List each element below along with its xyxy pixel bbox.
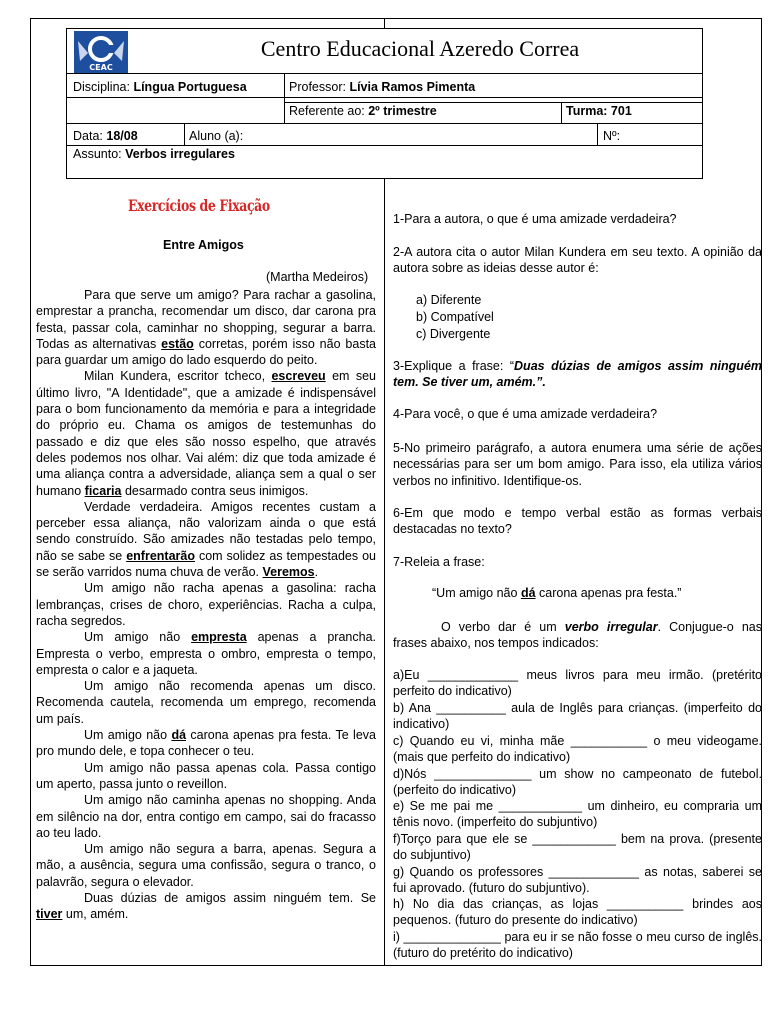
- question-5: 5-No primeiro parágrafo, a autora enumera uma série de ações necessárias para ser um bom amigo. Para isso, ela utiliza vários verbos no infinitivo. Identifique-os.: [393, 441, 762, 488]
- verb-intro: O verbo dar é um verbo irregular. Conjugue-o nas frases abaixo, nos tempos indicados:: [393, 620, 762, 651]
- q2-option-b: b) Compatível: [416, 310, 494, 324]
- item-h: h) No dia das crianças, as lojas ___________ brindes aos pequenos. (futuro do presente do indicativo): [393, 897, 762, 928]
- q2-option-a: a) Diferente: [416, 293, 482, 307]
- question-1: 1-Para a autora, o que é uma amizade verdadeira?: [393, 212, 677, 226]
- referente-cell: Referente ao: 2º trimestre: [289, 104, 437, 118]
- question-7: 7-Releia a frase:: [393, 555, 485, 569]
- data-cell: Data: 18/08: [73, 129, 138, 143]
- question-4: 4-Para você, o que é uma amizade verdadeira?: [393, 407, 658, 421]
- item-b: b) Ana __________ aula de Inglês para crianças. (imperfeito do indicativo): [393, 701, 762, 732]
- exercises-title: Exercícios de Fixação: [128, 196, 270, 215]
- question-2: 2-A autora cita o autor Milan Kundera em seu texto. A opinião da autora sobre as ideias desse autor é:: [393, 245, 762, 276]
- logo-text: CEAC: [89, 63, 113, 72]
- item-f: f)Torço para que ele se ____________ bem na prova. (presente do subjuntivo): [393, 832, 762, 863]
- q7-quote: “Um amigo não dá carona apenas pra festa.”: [432, 586, 682, 600]
- story-title: Entre Amigos: [163, 238, 244, 252]
- paragraph-10: Um amigo não segura a barra, apenas. Segura a mão, a ausência, segura uma confissão, segura o tranco, o palavrão, segura o elevador.: [36, 842, 376, 889]
- assunto-cell: Assunto: Verbos irregulares: [73, 147, 235, 161]
- paragraph-6: Um amigo não recomenda apenas um disco. Recomenda cautela, recomenda um emprego, recomenda um país.: [36, 679, 376, 726]
- item-i: i) ______________ para eu ir se não fosse o meu curso de inglês. (futuro do pretérito do indicativo): [393, 930, 762, 961]
- numero-field[interactable]: Nº:: [603, 129, 621, 143]
- column-divider: [384, 179, 385, 966]
- question-6: 6-Em que modo e tempo verbal estão as formas verbais destacadas no texto?: [393, 506, 762, 537]
- item-d: d)Nós ______________ um show no campeonato de futebol. (perfeito do indicativo): [393, 767, 762, 798]
- aluno-field[interactable]: Aluno (a):: [189, 129, 244, 143]
- item-g: g) Quando os professores _____________ as notas, saberei se fui aprovado. (futuro do subjuntivo).: [393, 865, 762, 896]
- question-3: 3-Explique a frase: “Duas dúzias de amigos assim ninguém tem. Se tiver um, amém.”.: [393, 359, 763, 390]
- paragraph-3: Verdade verdadeira. Amigos recentes custam a perceber essa aliança, não valorizam ainda o que está sendo construído. São amizades não testadas pelo tempo, não se sabe se enfrentarão com solidez as tempestades ou se serão varridos numa chuva de verão. Veremos.: [36, 499, 376, 580]
- paragraph-11: Duas dúzias de amigos assim ninguém tem. Se tiver um, amém.: [36, 890, 376, 922]
- school-logo-icon: [74, 31, 128, 73]
- item-e: e) Se me pai me ____________ um dinheiro, eu compraria um tênis novo. (imperfeito do subjuntivo): [393, 799, 762, 830]
- paragraph-4: Um amigo não racha apenas a gasolina: racha lembranças, crises de choro, experiências. Racha a culpa, racha segredos.: [36, 581, 376, 628]
- paragraph-9: Um amigo não caminha apenas no shopping. Anda em silêncio na dor, entra contigo em campo, sai do fracasso ao teu lado.: [36, 793, 376, 840]
- paragraph-5: Um amigo não empresta apenas a prancha. Empresta o verbo, empresta o ombro, empresta o tempo, empresta o calor e a jaqueta.: [36, 630, 377, 677]
- item-a: a)Eu _____________ meus livros para meu irmão. (pretérito perfeito do indicativo): [393, 668, 762, 699]
- turma-cell: Turma: 701: [566, 104, 632, 118]
- professor-cell: Professor: Lívia Ramos Pimenta: [289, 80, 476, 94]
- item-c: c) Quando eu vi, minha mãe ___________ o meu videogame. (mais que perfeito do indicativo): [393, 734, 762, 765]
- school-title: Centro Educacional Azeredo Correa: [260, 36, 580, 61]
- q2-option-c: c) Divergente: [416, 327, 491, 341]
- paragraph-1: Para que serve um amigo? Para rachar a gasolina, emprestar a prancha, recomendar um disco, dar carona pra festa, passar cola, caminhar no shopping, segurar a barra. Todas as alternativas estão corretas, porém isso não basta para guardar um amigo do lado esquerdo do peito.: [36, 288, 376, 368]
- paragraph-7: Um amigo não dá carona apenas pra festa. Te leva pro mundo dele, e topa conhecer o teu.: [36, 728, 376, 759]
- disciplina-cell: Disciplina: Língua Portuguesa: [73, 80, 247, 94]
- story-author: (Martha Medeiros): [266, 270, 369, 284]
- paragraph-2: Milan Kundera, escritor tcheco, escreveu em seu último livro, "A Identidade", que a amizade é indispensável para o bom funcionamento da memória e para a integridade do próprio eu. Chama os amigos de testemunhas do passado e diz que eles são nosso espelho, que através deles podemos nos olhar. Vai além: diz que toda amizade é uma aliança contra a adversidade, aliança sem a qual o ser humano ficaria desarmado contra seus inimigos.: [36, 369, 376, 498]
- paragraph-8: Um amigo não passa apenas cola. Passa contigo um aperto, passa junto o reveillon.: [36, 760, 376, 791]
- story-text: [36, 287, 376, 923]
